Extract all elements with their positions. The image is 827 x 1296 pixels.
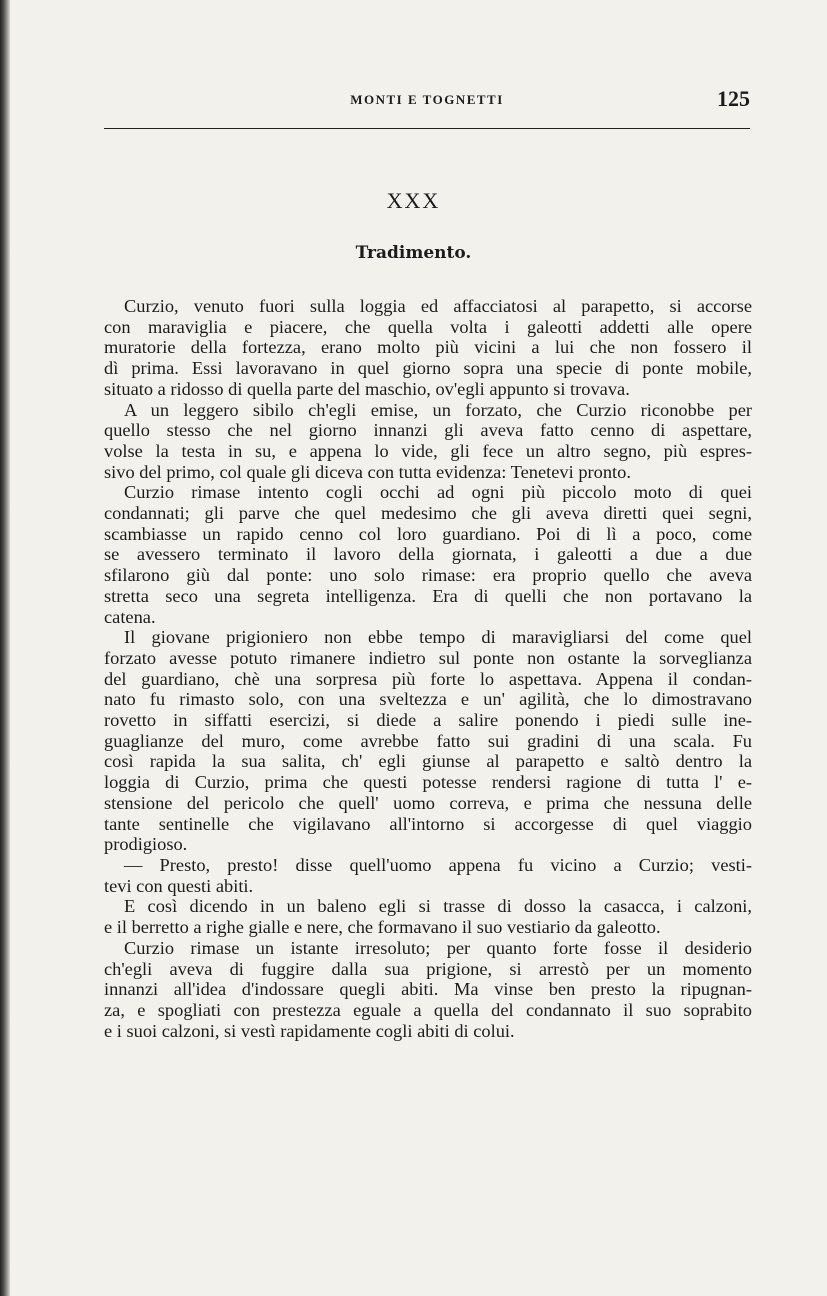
text-line: dì prima. Essi lavoravano in quel giorno sopra una specie di ponte mobile,	[104, 358, 752, 379]
text-line: nato fu rimasto solo, con una sveltezza e un' agilità, che lo dimostravano	[104, 689, 752, 710]
text-line: scambiasse un rapido cenno col loro guardiano. Poi di lì a poco, come	[104, 523, 752, 544]
text-line: stretta seco una segreta intelligenza. Era di quelli che non portavano la	[104, 585, 752, 606]
text-line: Curzio rimase intento cogli occhi ad ogni più piccolo moto di quei	[124, 482, 752, 503]
text-line: stensione del pericolo che quell' uomo correva, e prima che nessuna delle	[104, 792, 752, 813]
text-line: guaglianze del muro, come avrebbe fatto sui gradini di una scala. Fu	[104, 730, 752, 751]
text-line: rovetto in siffatti esercizi, si diede a salire ponendo i piedi sulle ine-	[104, 710, 752, 731]
text-line: condannati; gli parve che quel medesimo che gli aveva diretti quei segni,	[104, 503, 752, 524]
text-line: innanzi all'idea d'indossare quegli abiti. Ma vinse ben presto la ripugnan-	[104, 979, 752, 1000]
text-line: loggia di Curzio, prima che questi potesse rendersi ragione di tutta l' e-	[104, 772, 752, 793]
running-title: MONTI E TOGNETTI	[350, 92, 504, 107]
body-text	[104, 296, 752, 1041]
text-line: ch'egli aveva di fuggire dalla sua prigione, si arrestò per un momento	[104, 958, 752, 979]
text-line: sfilarono giù dal ponte: uno solo rimase: era proprio quello che aveva	[104, 565, 752, 586]
text-line: e il berretto a righe gialle e nere, che formavano il suo vestiario da galeotto.	[104, 917, 661, 938]
text-line: Curzio, venuto fuori sulla loggia ed affacciatosi al parapetto, si accorse	[124, 296, 752, 316]
page-number: 125	[717, 86, 750, 111]
chapter-number: XXX	[386, 188, 441, 213]
text-line: catena.	[104, 606, 156, 627]
text-line: Il giovane prigioniero non ebbe tempo di maravigliarsi del come quel	[124, 627, 752, 648]
text-line: prodigioso.	[104, 834, 188, 855]
text-line: za, e spogliati con prestezza eguale a quella del condannato il suo soprabito	[104, 999, 752, 1020]
header-rule	[104, 128, 750, 129]
text-line: A un leggero sibilo ch'egli emise, un forzato, che Curzio riconobbe per	[124, 399, 752, 420]
text-line: con maraviglia e piacere, che quella volta i galeotti addetti alle opere	[104, 316, 752, 337]
text-line: e i suoi calzoni, si vestì rapidamente cogli abiti di colui.	[104, 1020, 515, 1041]
text-line: situato a ridosso di quella parte del maschio, ov'egli appunto si trovava.	[104, 378, 630, 399]
text-line: se avessero terminato il lavoro della giornata, i galeotti a due a due	[104, 544, 752, 565]
chapter-title: Tradimento.	[355, 243, 472, 263]
text-line: tante sentinelle che vigilavano all'intorno si accorgesse di quel viaggio	[104, 813, 752, 834]
text-line: del guardiano, chè una sorpresa più forte lo aspettava. Appena il condan-	[104, 668, 752, 689]
running-head	[104, 86, 750, 112]
text-line: Curzio rimase un istante irresoluto; per quanto forte fosse il desiderio	[124, 937, 752, 958]
text-line: tevi con questi abiti.	[104, 875, 254, 896]
text-line: forzato avesse potuto rimanere indietro sul ponte non ostante la sorveglianza	[104, 647, 752, 668]
text-line: — Presto, presto! disse quell'uomo appena fu vicino a Curzio; vesti-	[124, 854, 752, 875]
text-line: sivo del primo, col quale gli diceva con tutta evidenza: Tenetevi pronto.	[104, 461, 631, 482]
text-line: così rapida la sua salita, ch' egli giunse al parapetto e saltò dentro la	[104, 751, 752, 772]
text-line: E così dicendo in un baleno egli si trasse di dosso la casacca, i calzoni,	[124, 896, 752, 917]
text-line: quello stesso che nel giorno innanzi gli aveva fatto cenno di aspettare,	[104, 420, 752, 441]
text-line: muratorie della fortezza, erano molto più vicini a lui che non fossero il	[104, 337, 752, 358]
text-line: volse la testa in su, e appena lo vide, gli fece un altro segno, più espres-	[104, 440, 752, 461]
